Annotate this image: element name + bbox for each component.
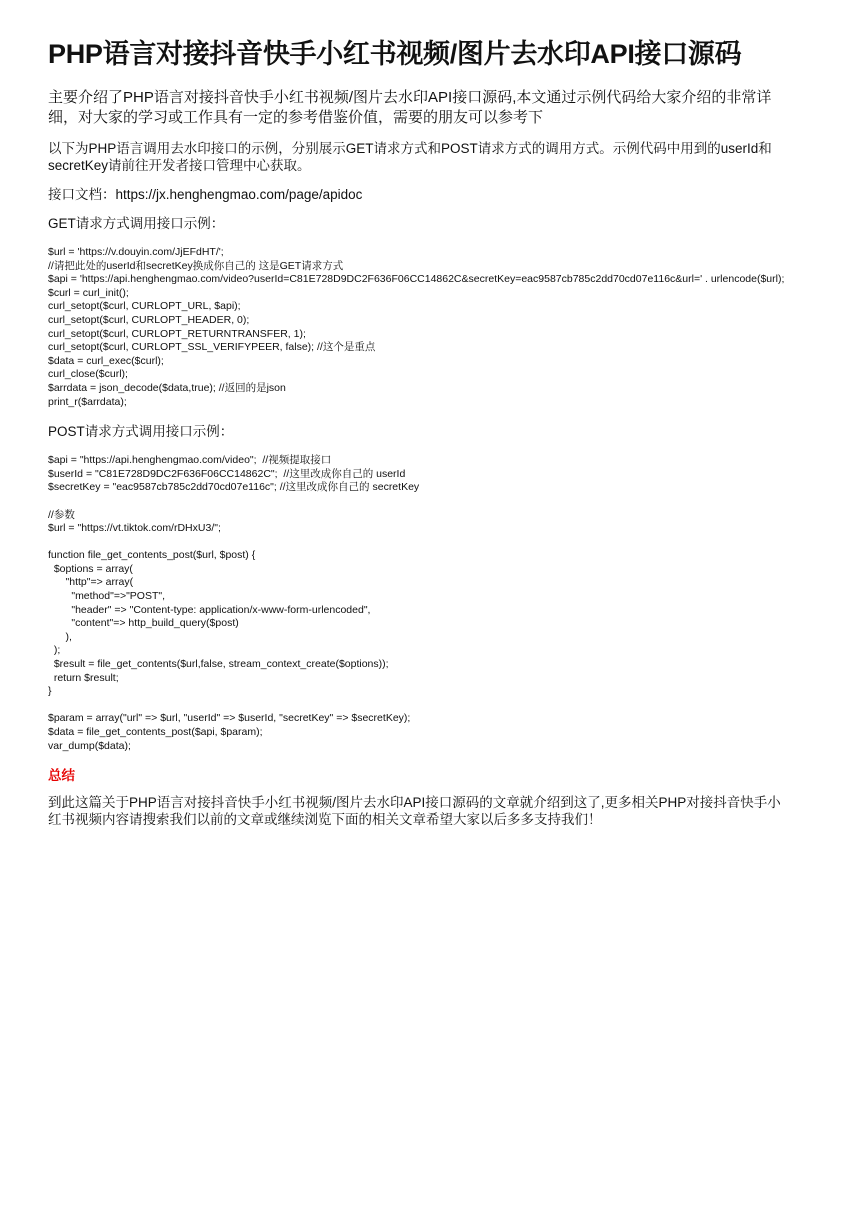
article-intro: 以下为PHP语言调用去水印接口的示例，分别展示GET请求方式和POST请求方式的调用方式。示例代码中用到的userId和secretKey请前往开发者接口管理中心获取。 xyxy=(48,141,772,173)
conclusion-text: 到此这篇关于PHP语言对接抖音快手小红书视频/图片去水印API接口源码的文章就介绍到这了,更多相关PHP对接抖音快手小红书视频内容请搜索我们以前的文章或继续浏览下面的相关文章希望大家以后多多支持我们！ xyxy=(48,795,781,828)
article-title: PHP语言对接抖音快手小红书视频/图片去水印API接口源码 xyxy=(48,39,742,69)
conclusion-heading: 总结 xyxy=(48,768,75,784)
post-example-label: POST请求方式调用接口示例： xyxy=(48,424,234,440)
article-summary: 主要介绍了PHP语言对接抖音快手小红书视频/图片去水印API接口源码,本文通过示例代码给大家介绍的非常详细，对大家的学习或工作具有一定的参考借鉴价值，需要的朋友可以参考下 xyxy=(48,89,772,126)
get-code-block: $url = 'https://v.douyin.com/JjEFdHT/'; //请把此处的userId和secretKey换成你自己的 这是GET请求方式 $api = 'https://api.henghengmao.com/video?userId=C81E728D9DC2F636F06CC14862C&secretKey=eac9587cb785c2dd70cd07e116c&url=' . urlencode($url); $curl = curl_init(); curl_setopt($curl, CURLOPT_URL, $api); curl_setopt($curl, CURLOPT_HEADER, 0); curl_setopt($curl, CURLOPT_RETURNTRANSFER, 1); curl_setopt($curl, CURLOPT_SSL_VERIFYPEER, false); //这个是重点 $data = curl_exec($curl); curl_close($curl); $arrdata = json_decode($data,true); //返回的是json print_r($arrdata); xyxy=(48,246,785,408)
post-code-block: $api = "https://api.henghengmao.com/video"; //视频提取接口 $userId = "C81E728D9DC2F636F06CC14862C"; //这里改成你自己的 userId $secretKey = "eac9587cb785c2dd70cd07e116c"; //这里改成你自己的 secretKey //参数 $url = "https://vt.tiktok.com/rDHxU3/"; function file_get_contents_post($url, $post) { $options = array( "http"=> array( "method"=>"POST", "header" => "Content-type: application/x-www-form-urlencoded", "content"=> http_build_query($post) ), ); $result = file_get_contents($url,false, stream_context_create($options)); return $result; } $param = array("url" => $url, "userId" => $userId, "secretKey" => $secretKey); $data = file_get_contents_post($api, $param); var_dump($data); xyxy=(48,454,420,752)
api-doc-link: 接口文档：https://jx.henghengmao.com/page/apidoc xyxy=(48,187,363,202)
get-example-label: GET请求方式调用接口示例： xyxy=(48,216,225,231)
